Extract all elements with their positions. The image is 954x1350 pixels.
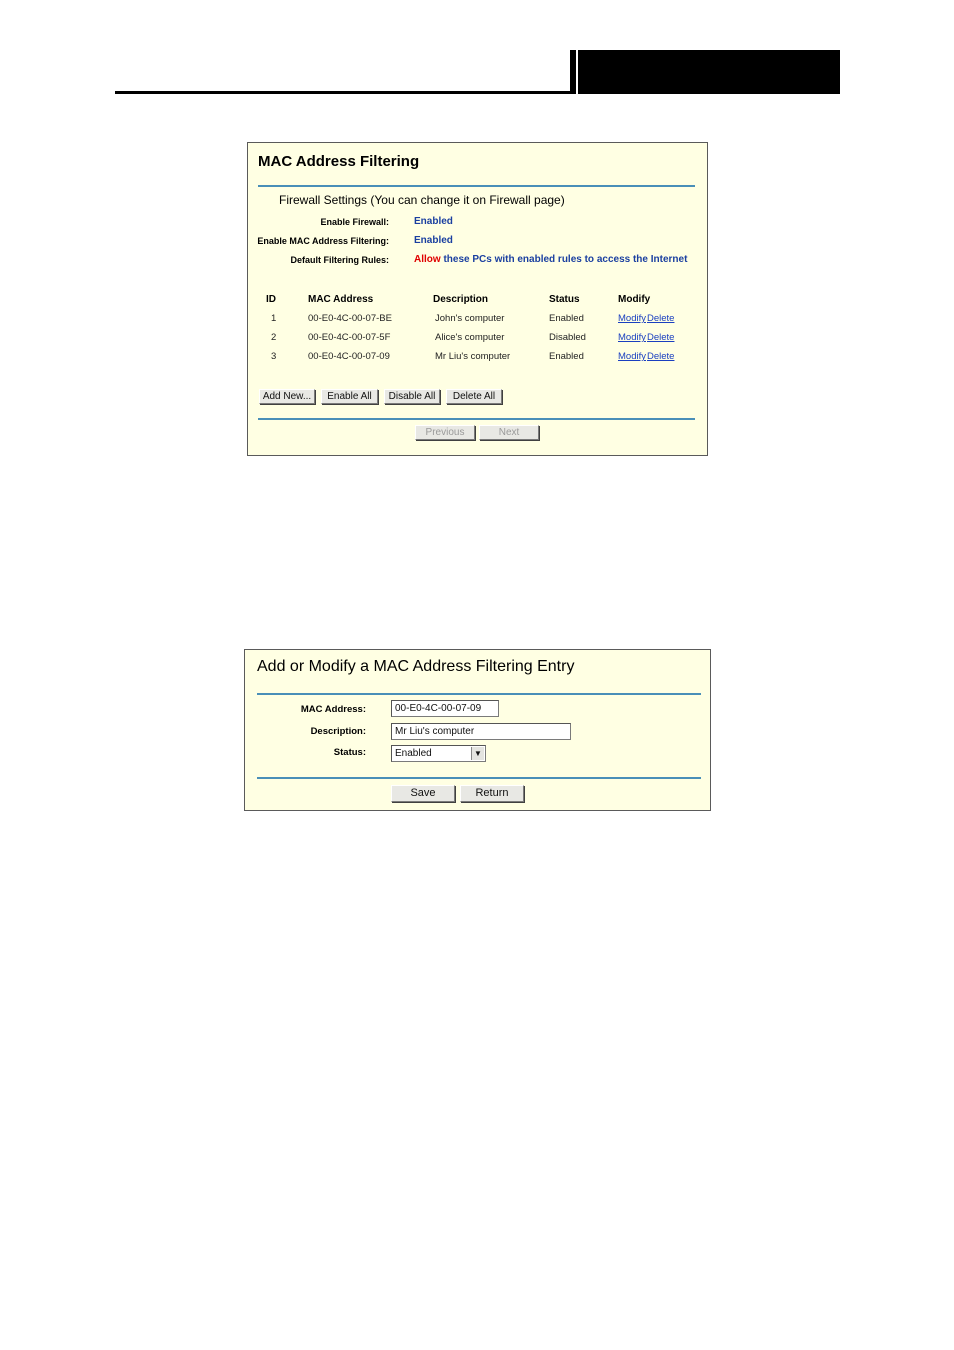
col-status: Status <box>549 294 580 305</box>
previous-button[interactable]: Previous <box>415 425 475 440</box>
row-3-id: 3 <box>271 351 277 362</box>
row-1-status: Enabled <box>549 313 584 324</box>
default-rules-text: these PCs with enabled rules to access the Internet <box>443 254 688 265</box>
enable-all-button[interactable]: Enable All <box>321 389 378 404</box>
add-new-button[interactable]: Add New... <box>259 389 315 404</box>
col-id: ID <box>266 294 276 305</box>
header-block-divider <box>576 50 578 94</box>
mac-address-label: MAC Address: <box>300 704 366 715</box>
return-button[interactable]: Return <box>460 785 524 802</box>
row-2-delete-link[interactable]: Delete <box>647 332 675 343</box>
row-3-description: Mr Liu's computer <box>435 351 511 362</box>
row-1-delete-link[interactable]: Delete <box>647 313 675 324</box>
row-1-description: John's computer <box>435 313 505 324</box>
form-bottom-rule <box>257 777 701 779</box>
entry-form-panel <box>244 649 711 811</box>
enable-firewall-value: Enabled <box>414 216 453 227</box>
row-2-mac: 00-E0-4C-00-07-5F <box>308 332 391 343</box>
status-label: Status: <box>333 747 366 758</box>
col-description: Description <box>433 294 489 305</box>
row-3-mac: 00-E0-4C-00-07-09 <box>308 351 390 362</box>
form-title: Add or Modify a MAC Address Filtering Entry <box>257 658 575 675</box>
save-button[interactable]: Save <box>391 785 455 802</box>
row-1-modify-link[interactable]: Modify <box>618 313 646 324</box>
col-mac-address: MAC Address <box>308 294 374 305</box>
row-2-description: Alice's computer <box>435 332 505 343</box>
enable-mac-filtering-value: Enabled <box>414 235 453 246</box>
chevron-down-icon[interactable]: ▼ <box>471 747 484 760</box>
default-rules-label: Default Filtering Rules: <box>290 255 389 265</box>
default-rules-value <box>414 254 687 265</box>
description-input[interactable]: Mr Liu's computer <box>391 723 571 740</box>
description-label: Description: <box>310 726 366 737</box>
firewall-settings-heading: Firewall Settings (You can change it on Firewall page) <box>279 193 565 207</box>
row-3-delete-link[interactable]: Delete <box>647 351 675 362</box>
mac-filtering-panel <box>247 142 708 456</box>
row-1-mac: 00-E0-4C-00-07-BE <box>308 313 392 324</box>
delete-all-button[interactable]: Delete All <box>446 389 502 404</box>
next-button[interactable]: Next <box>479 425 539 440</box>
row-2-id: 2 <box>271 332 277 343</box>
title-rule <box>258 185 695 187</box>
row-1-id: 1 <box>271 313 277 324</box>
form-title-rule <box>257 693 701 695</box>
disable-all-button[interactable]: Disable All <box>384 389 440 404</box>
bottom-rule <box>258 418 695 420</box>
row-3-status: Enabled <box>549 351 584 362</box>
row-2-modify-link[interactable]: Modify <box>618 332 646 343</box>
mac-address-input[interactable]: 00-E0-4C-00-07-09 <box>391 700 499 717</box>
enable-firewall-label: Enable Firewall: <box>320 217 389 227</box>
row-3-modify-link[interactable]: Modify <box>618 351 646 362</box>
status-select[interactable] <box>391 745 486 762</box>
header-block <box>570 50 840 94</box>
default-rules-allow: Allow <box>414 254 441 265</box>
panel-title: MAC Address Filtering <box>258 153 420 170</box>
col-modify: Modify <box>618 294 651 305</box>
enable-mac-filtering-label: Enable MAC Address Filtering: <box>257 236 389 246</box>
status-select-value: Enabled <box>395 748 432 759</box>
row-2-status: Disabled <box>549 332 586 343</box>
